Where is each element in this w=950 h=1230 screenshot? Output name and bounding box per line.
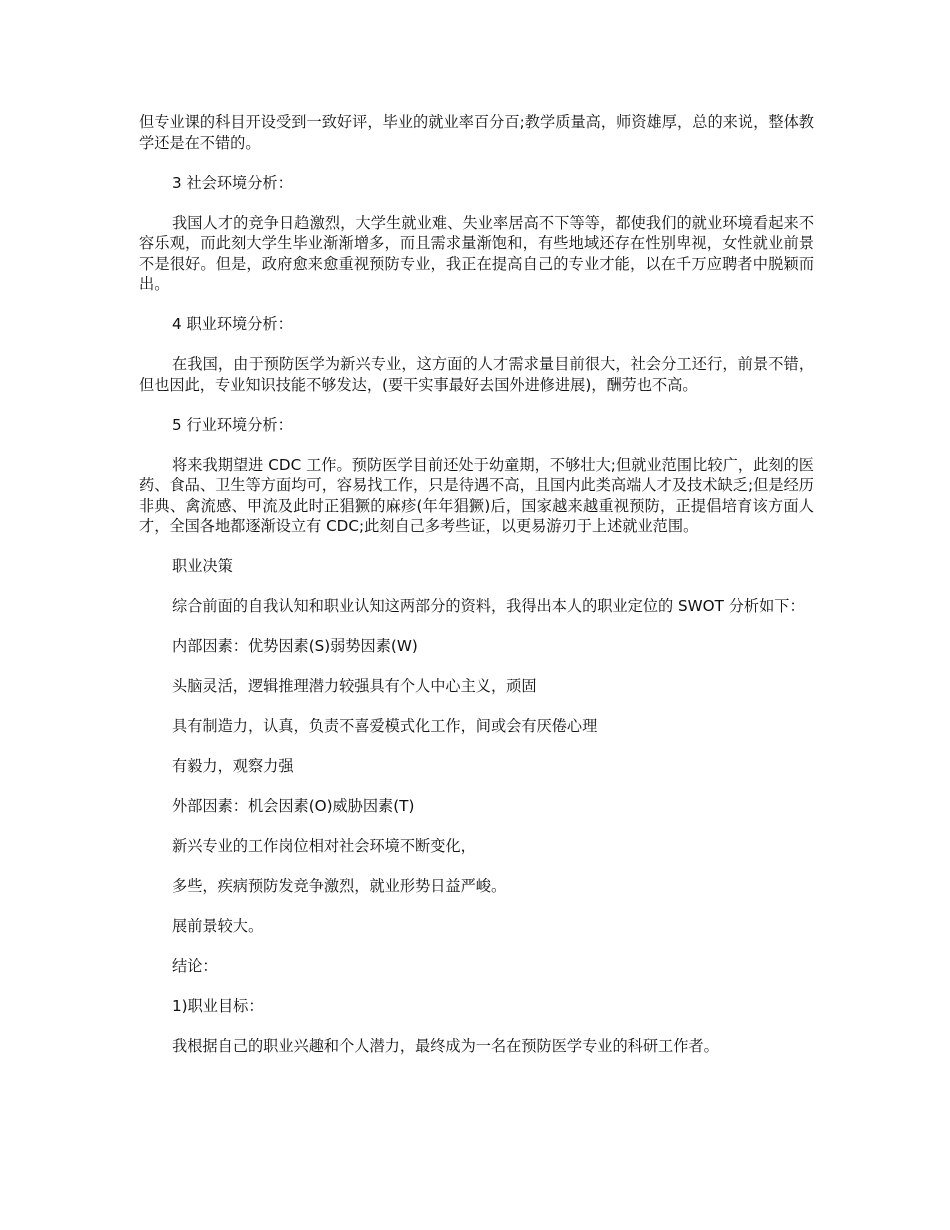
- heading-social-environment: 3 社会环境分析：: [172, 173, 293, 192]
- swot-line-5: 多些，疾病预防发竞争激烈，就业形势日益严峻。: [172, 877, 507, 895]
- paragraph-career-goal: 我根据自己的职业兴趣和个人潜力，最终成为一名在预防医学专业的科研工作者。: [172, 1037, 719, 1055]
- swot-internal-factors: 内部因素：优势因素(S)弱势因素(W): [172, 637, 418, 655]
- heading-career-environment: 4 职业环境分析：: [172, 315, 293, 333]
- paragraph-social-environment: 我国人才的竞争日趋激烈，大学生就业难、失业率居高不下等等，都使我们的就业环境看起来不容乐观，而此刻大学生毕业渐渐增多，而且需求量渐饱和，有些地域还存在性别卑视，女性就业前景不是很好。但是，政府愈来愈重视预防专业，我正在提高自己的专业才能，以在千万应聘者中脱颖而出。: [139, 213, 814, 293]
- paragraph-teaching-summary: 但专业课的科目开设受到一致好评，毕业的就业率百分百;教学质量高，师资雄厚，总的来说，整体教学还是在不错的。: [139, 113, 814, 152]
- heading-career-goal: 1)职业目标：: [172, 997, 264, 1015]
- document-page: [139, 112, 814, 1076]
- heading-industry-environment: 5 行业环境分析：: [172, 415, 293, 434]
- swot-line-3: 有毅力，观察力强: [172, 757, 294, 775]
- paragraph-career-environment: 在我国，由于预防医学为新兴专业，这方面的人才需求量目前很大，社会分工还行，前景不错，但也因此，专业知识技能不够发达，(要干实事最好去国外进修进展)，酬劳也不高。: [139, 355, 814, 394]
- swot-line-2: 具有制造力，认真，负责不喜爱模式化工作，间或会有厌倦心理: [172, 717, 598, 735]
- swot-line-6: 展前景较大。: [172, 917, 264, 935]
- swot-external-factors: 外部因素：机会因素(O)威胁因素(T): [172, 797, 415, 815]
- heading-conclusion: 结论：: [172, 957, 218, 975]
- heading-career-decision: 职业决策: [172, 557, 233, 575]
- paragraph-industry-environment: 将来我期望进 CDC 工作。预防医学目前还处于幼童期，不够壮大;但就业范围比较广，此刻的医药、食品、卫生等方面均可，容易找工作，只是待遇不高，且国内此类高端人才及技术缺乏;但是经历非典、禽流感、甲流及此时正猖獗的麻疹(年年猖獗)后，国家越来越重视预防，正提倡培育该方面人才，全国各地都逐渐设立有 CDC;此刻自己多考些证，以更易游刃于上述就业范围。: [139, 455, 814, 535]
- paragraph-swot-intro: 综合前面的自我认知和职业认知这两部分的资料，我得出本人的职业定位的 SWOT 分析如下：: [172, 597, 805, 615]
- swot-line-4: 新兴专业的工作岗位相对社会环境不断变化，: [172, 837, 476, 855]
- swot-line-1: 头脑灵活，逻辑推理潜力较强具有个人中心主义，顽固: [172, 677, 537, 695]
